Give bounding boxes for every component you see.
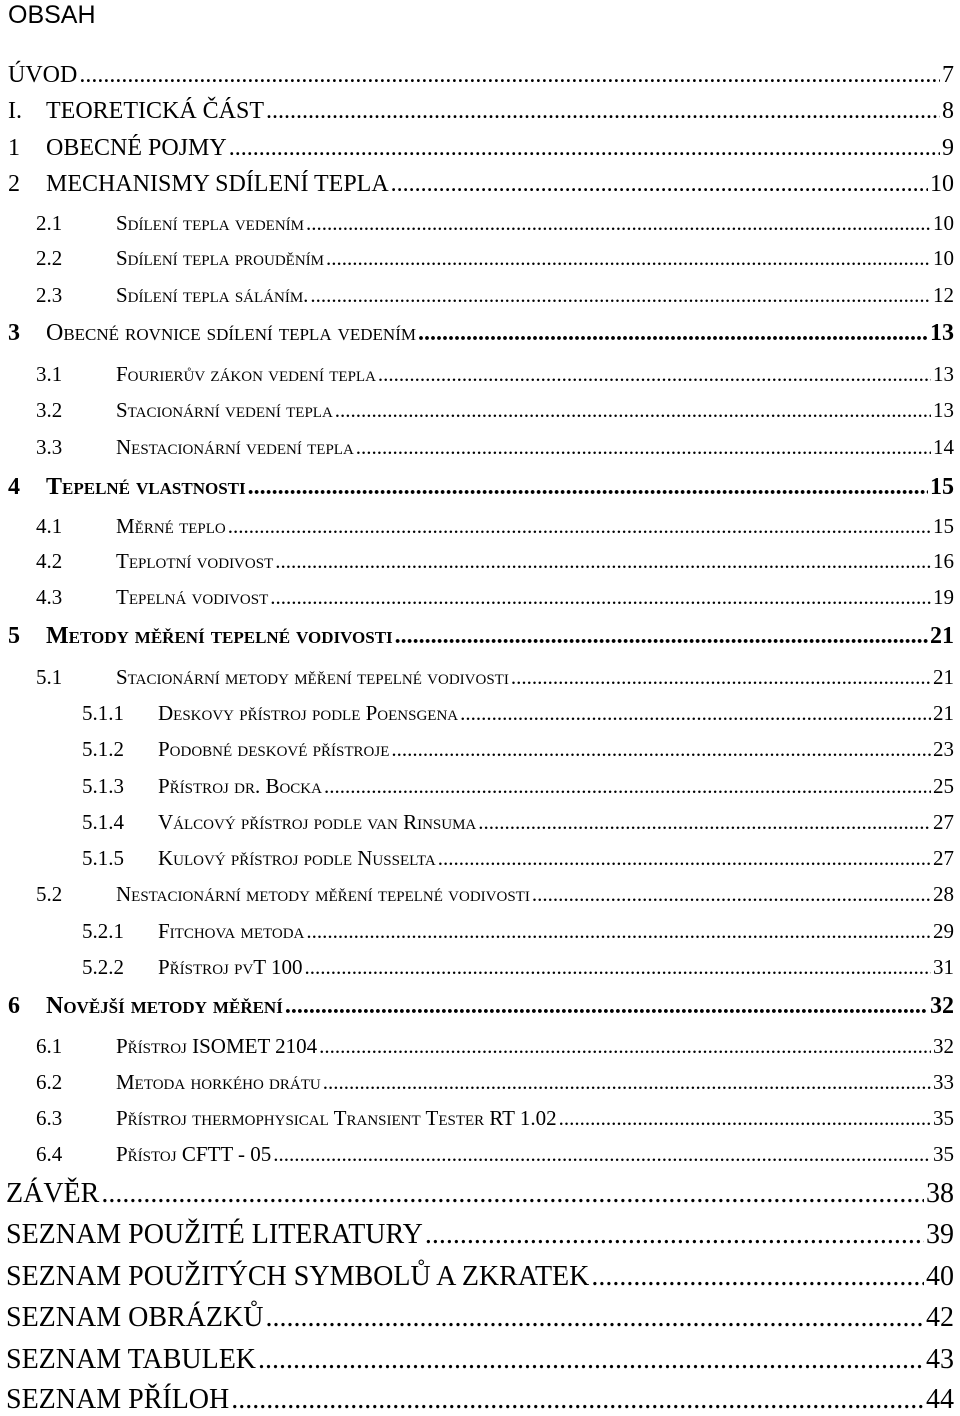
toc-page: 42 xyxy=(926,1302,954,1333)
toc-entry-2-3[interactable] xyxy=(0,283,960,308)
toc-page: 13 xyxy=(933,398,954,422)
toc-page: 10 xyxy=(933,211,954,235)
toc-entry-5-2-1[interactable] xyxy=(0,919,960,944)
toc-page: 15 xyxy=(930,474,954,500)
toc-entry-3-2[interactable] xyxy=(0,398,960,423)
toc-page: 39 xyxy=(926,1219,954,1250)
toc-number: 2 xyxy=(8,171,20,197)
toc-entry-zaver[interactable] xyxy=(0,1178,960,1210)
toc-number: 5.1.4 xyxy=(82,810,124,834)
toc-leader xyxy=(391,737,931,762)
toc-number: 3.3 xyxy=(36,435,63,459)
toc-leader xyxy=(532,882,931,907)
toc-title: Obecné rovnice sdílení tepla vedením xyxy=(46,320,416,346)
toc-entry-obrazky[interactable] xyxy=(0,1302,960,1334)
toc-entry-literatura[interactable] xyxy=(0,1219,960,1251)
toc-title: Válcový přístroj podle van Rinsuma xyxy=(158,810,477,834)
toc-entry-tabulky[interactable] xyxy=(0,1344,960,1376)
toc-entry-4-3[interactable] xyxy=(0,585,960,610)
toc-leader xyxy=(326,246,931,271)
page-heading: OBSAH xyxy=(8,1,96,29)
toc-title: OBECNÉ POJMY xyxy=(46,135,227,161)
toc-entry-1[interactable] xyxy=(0,135,960,162)
toc-leader xyxy=(356,435,931,460)
toc-leader xyxy=(319,1034,931,1059)
toc-entry-3-3[interactable] xyxy=(0,435,960,460)
toc-title: Tepelné vlastnosti xyxy=(46,474,246,500)
toc-entry-5[interactable] xyxy=(0,623,960,650)
toc-entry-5-1-1[interactable] xyxy=(0,701,960,726)
toc-page: 35 xyxy=(933,1142,954,1166)
toc-title: SEZNAM TABULEK xyxy=(6,1344,257,1375)
toc-page: 8 xyxy=(942,98,954,124)
toc-title: ÚVOD xyxy=(8,62,78,88)
toc-number: 5.1.1 xyxy=(82,701,124,725)
toc-title: Přístroj pvT 100 xyxy=(158,955,303,979)
toc-leader xyxy=(285,993,928,1020)
toc-number: 6.3 xyxy=(36,1106,63,1130)
toc-page: 27 xyxy=(933,846,954,870)
toc-page: 19 xyxy=(933,585,954,609)
toc-title: Metoda horkého drátu xyxy=(116,1070,321,1094)
toc-title: Stacionární metody měření tepelné vodivosti xyxy=(116,665,509,689)
toc-leader xyxy=(306,211,931,236)
toc-page: 33 xyxy=(933,1070,954,1094)
toc-entry-6-1[interactable] xyxy=(0,1034,960,1059)
toc-entry-2-2[interactable] xyxy=(0,246,960,271)
toc-entry-6-3[interactable] xyxy=(0,1106,960,1131)
toc-leader xyxy=(438,846,931,871)
toc-leader xyxy=(270,585,931,610)
toc-number: 4.2 xyxy=(36,549,63,573)
toc-leader xyxy=(101,1178,924,1210)
toc-title: Novější metody měření xyxy=(46,993,283,1019)
toc-page: 43 xyxy=(926,1344,954,1375)
toc-title: Měrné teplo xyxy=(116,514,226,538)
toc-entry-6-2[interactable] xyxy=(0,1070,960,1095)
toc-title: Přístoj CFTT - 05 xyxy=(116,1142,272,1166)
toc-number: 2.1 xyxy=(36,211,63,235)
toc-page: 35 xyxy=(933,1106,954,1130)
toc-number: 6 xyxy=(8,993,20,1019)
toc-entry-2-1[interactable] xyxy=(0,211,960,236)
toc-leader xyxy=(335,398,931,423)
toc-entry-6[interactable] xyxy=(0,993,960,1020)
toc-leader xyxy=(478,810,931,835)
toc-leader xyxy=(395,623,928,650)
toc-title: SEZNAM POUŽITÉ LITERATURY xyxy=(6,1219,423,1250)
toc-entry-6-4[interactable] xyxy=(0,1142,960,1167)
toc-title: SEZNAM PŘÍLOH xyxy=(6,1384,230,1415)
toc-title: SEZNAM POUŽITÝCH SYMBOLŮ A ZKRATEK xyxy=(6,1261,590,1292)
toc-page: 9 xyxy=(942,135,954,161)
toc-number: 5.2.2 xyxy=(82,955,124,979)
toc-entry-5-1-2[interactable] xyxy=(0,737,960,762)
toc-entry-symboly[interactable] xyxy=(0,1261,960,1293)
toc-number: 6.1 xyxy=(36,1034,63,1058)
toc-entry-5-1-3[interactable] xyxy=(0,774,960,799)
toc-leader xyxy=(391,171,928,198)
toc-number: 5.1 xyxy=(36,665,63,689)
toc-title: ZÁVĚR xyxy=(6,1178,100,1209)
toc-title: Podobné deskové přístroje xyxy=(158,737,390,761)
toc-entry-5-1-5[interactable] xyxy=(0,846,960,871)
toc-page: 32 xyxy=(930,993,954,1019)
toc-page: 12 xyxy=(933,283,954,307)
toc-page: 27 xyxy=(933,810,954,834)
toc-leader xyxy=(460,701,931,726)
toc-leader xyxy=(324,774,931,799)
toc-page: 13 xyxy=(930,320,954,346)
toc-page: 21 xyxy=(933,701,954,725)
toc-page: 13 xyxy=(933,362,954,386)
toc-page: 16 xyxy=(933,549,954,573)
toc-entry-2[interactable] xyxy=(0,171,960,198)
toc-title: Teplotní vodivost xyxy=(116,549,274,573)
toc-entry-4-2[interactable] xyxy=(0,549,960,574)
toc-title: Fourierův zákon vedení tepla xyxy=(116,362,376,386)
toc-entry-prilohy[interactable] xyxy=(0,1384,960,1416)
toc-number: 3 xyxy=(8,320,20,346)
toc-number: 6.4 xyxy=(36,1142,63,1166)
toc-number: 6.2 xyxy=(36,1070,63,1094)
toc-number: 2.3 xyxy=(36,283,63,307)
toc-number: 4 xyxy=(8,474,20,500)
toc-leader xyxy=(306,919,931,944)
toc-number: 5.2.1 xyxy=(82,919,124,943)
toc-entry-part-1[interactable] xyxy=(0,98,960,125)
toc-leader xyxy=(304,955,931,980)
toc-entry-5-2-2[interactable] xyxy=(0,955,960,980)
toc-entry-5-1[interactable] xyxy=(0,665,960,690)
toc-page: 15 xyxy=(933,514,954,538)
toc-page: 44 xyxy=(926,1384,954,1415)
toc-number: 5.2 xyxy=(36,882,63,906)
toc-leader xyxy=(231,1384,924,1416)
toc-number: 4.3 xyxy=(36,585,63,609)
toc-title: Sdílení tepla prouděním xyxy=(116,246,324,270)
toc-leader xyxy=(323,1070,931,1095)
toc-number: I. xyxy=(8,98,22,124)
toc-leader xyxy=(266,98,940,125)
toc-title: Nestacionární metody měření tepelné vodivosti xyxy=(116,882,530,906)
toc-title: Přístroj thermophysical Transient Tester RT 1.02 xyxy=(116,1106,557,1130)
toc-title: TEORETICKÁ ČÁST xyxy=(46,98,264,124)
toc-leader xyxy=(79,62,940,89)
toc-number: 1 xyxy=(8,135,20,161)
toc-title: Nestacionární vedení tepla xyxy=(116,435,354,459)
toc-page: 29 xyxy=(933,919,954,943)
toc-title: Přístroj ISOMET 2104 xyxy=(116,1034,318,1058)
toc-title: Přístroj dr. Bocka xyxy=(158,774,322,798)
toc-entry-4-1[interactable] xyxy=(0,514,960,539)
toc-page: 31 xyxy=(933,955,954,979)
toc-entry-3-1[interactable] xyxy=(0,362,960,387)
toc-entry-uvod[interactable] xyxy=(0,62,960,89)
toc-page: 32 xyxy=(933,1034,954,1058)
toc-title: Metody měření tepelné vodivosti xyxy=(46,623,393,649)
toc-leader xyxy=(275,549,931,574)
toc-page: 21 xyxy=(933,665,954,689)
toc-leader xyxy=(228,514,931,539)
toc-number: 5 xyxy=(8,623,20,649)
toc-title: Stacionární vedení tepla xyxy=(116,398,333,422)
toc-entry-4[interactable] xyxy=(0,474,960,501)
toc-page: 40 xyxy=(926,1261,954,1292)
toc-leader xyxy=(265,1302,924,1334)
toc-leader xyxy=(378,362,931,387)
toc-leader xyxy=(248,474,928,501)
toc-leader xyxy=(258,1344,924,1376)
toc-number: 5.1.3 xyxy=(82,774,124,798)
toc-leader xyxy=(425,1219,924,1251)
toc-page: 14 xyxy=(933,435,954,459)
toc-page: 28 xyxy=(933,882,954,906)
toc-page: 21 xyxy=(930,623,954,649)
toc-number: 5.1.5 xyxy=(82,846,124,870)
toc-leader xyxy=(229,135,940,162)
toc-number: 3.2 xyxy=(36,398,63,422)
toc-page: 23 xyxy=(933,737,954,761)
toc-title: Tepelná vodivost xyxy=(116,585,269,609)
toc-page: 25 xyxy=(933,774,954,798)
toc-entry-5-2[interactable] xyxy=(0,882,960,907)
toc-title: MECHANISMY SDÍLENÍ TEPLA xyxy=(46,171,389,197)
toc-number: 4.1 xyxy=(36,514,63,538)
toc-leader xyxy=(273,1142,931,1167)
toc-title: SEZNAM OBRÁZKŮ xyxy=(6,1302,264,1333)
toc-leader xyxy=(559,1106,931,1131)
toc-leader xyxy=(511,665,931,690)
toc-leader xyxy=(310,283,931,308)
toc-title: Sdílení tepla sáláním. xyxy=(116,283,309,307)
toc-page: 38 xyxy=(926,1178,954,1209)
toc-leader xyxy=(418,320,928,347)
toc-leader xyxy=(591,1261,924,1293)
toc-page: 10 xyxy=(930,171,954,197)
toc-title: Fitchova metoda xyxy=(158,919,305,943)
toc-page: 7 xyxy=(942,62,954,88)
toc-number: 5.1.2 xyxy=(82,737,124,761)
toc-page: 10 xyxy=(933,246,954,270)
toc-title: Deskovy přístroj podle Poensgena xyxy=(158,701,459,725)
toc-entry-5-1-4[interactable] xyxy=(0,810,960,835)
toc-number: 2.2 xyxy=(36,246,63,270)
toc-number: 3.1 xyxy=(36,362,63,386)
toc-title: Kulový přístroj podle Nusselta xyxy=(158,846,436,870)
toc-title: Sdílení tepla vedením xyxy=(116,211,304,235)
toc-entry-3[interactable] xyxy=(0,320,960,347)
